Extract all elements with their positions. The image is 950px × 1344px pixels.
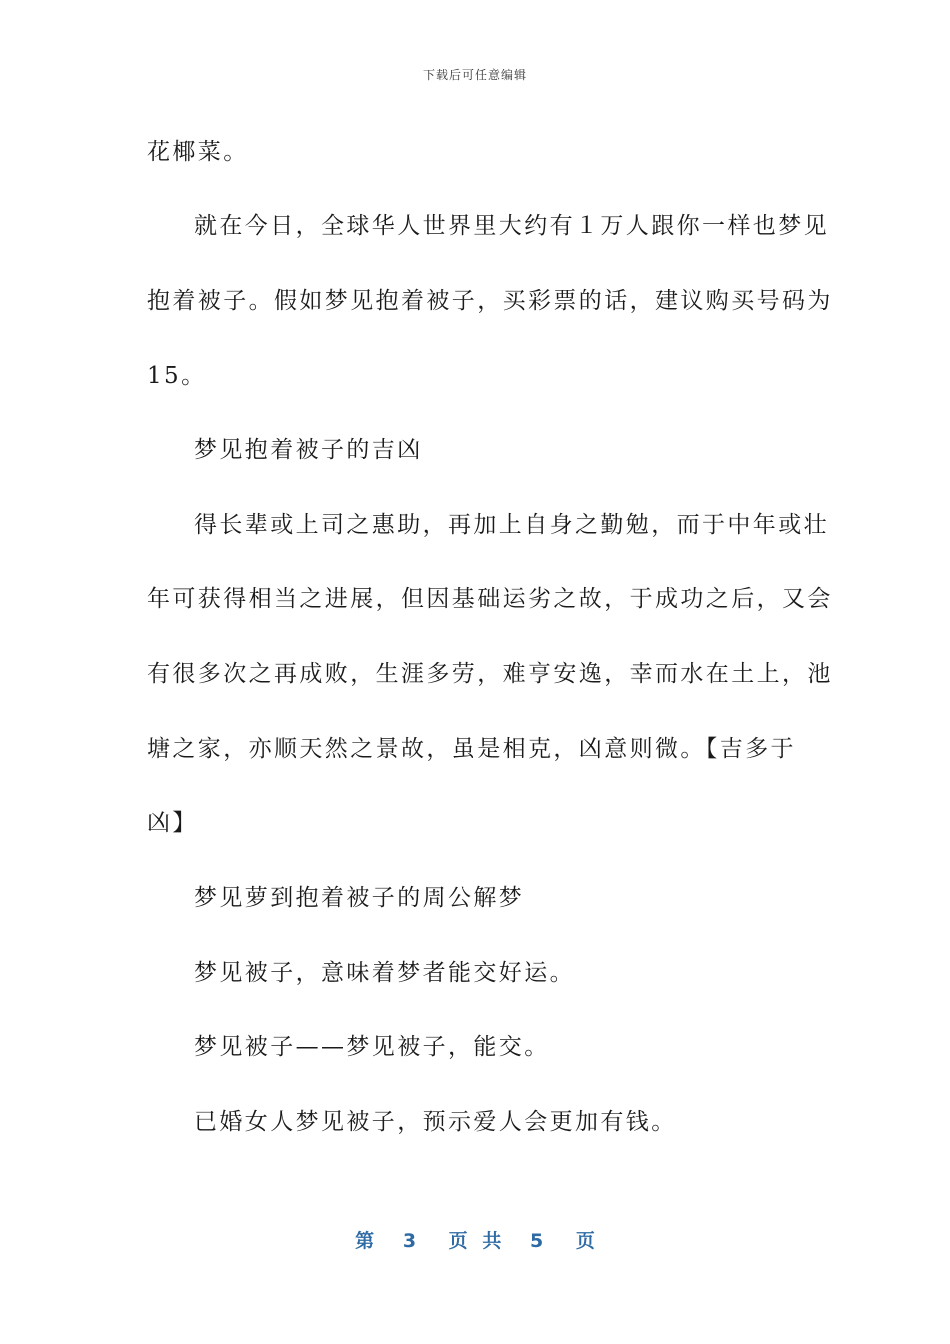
paragraph-line: 已婚女人梦见被子，预示爱人会更加有钱。 xyxy=(194,1109,677,1135)
page-number: 3 xyxy=(402,1230,417,1252)
paragraph-line: 梦见被子——梦见被子，能交。 xyxy=(194,1034,550,1060)
section-heading: 梦见萝到抱着被子的周公解梦 xyxy=(194,885,525,911)
paragraph-line: 得长辈或上司之惠助，再加上自身之勤勉，而于中年或壮 xyxy=(194,512,829,538)
page-unit: 页 xyxy=(448,1230,468,1252)
paragraph-line: 抱着被子。假如梦见抱着被子，买彩票的话，建议购买号码为 xyxy=(147,288,833,314)
paragraph-line: 15。 xyxy=(147,363,207,389)
total-label: 共 xyxy=(482,1230,502,1252)
page-header: 下载后可任意编辑 xyxy=(422,68,527,82)
paragraph-line: 就在今日，全球华人世界里大约有１万人跟你一样也梦见 xyxy=(194,213,829,239)
section-heading: 梦见抱着被子的吉凶 xyxy=(194,437,423,463)
paragraph-line: 年可获得相当之进展，但因基础运劣之故，于成功之后，又会 xyxy=(147,586,833,612)
paragraph-line: 有很多次之再成败，生涯多劳，难亨安逸，幸而水在土上，池 xyxy=(147,661,833,687)
total-pages: 5 xyxy=(529,1230,544,1252)
page-footer xyxy=(0,1226,950,1253)
paragraph-line: 花椰菜。 xyxy=(147,139,249,165)
page-label: 第 xyxy=(355,1230,375,1252)
paragraph-line: 凶】 xyxy=(147,810,198,836)
paragraph-line: 塘之家，亦顺天然之景故，虽是相克，凶意则微。【吉多于 xyxy=(147,736,796,762)
total-unit: 页 xyxy=(575,1230,595,1252)
paragraph-line: 梦见被子，意味着梦者能交好运。 xyxy=(194,960,575,986)
